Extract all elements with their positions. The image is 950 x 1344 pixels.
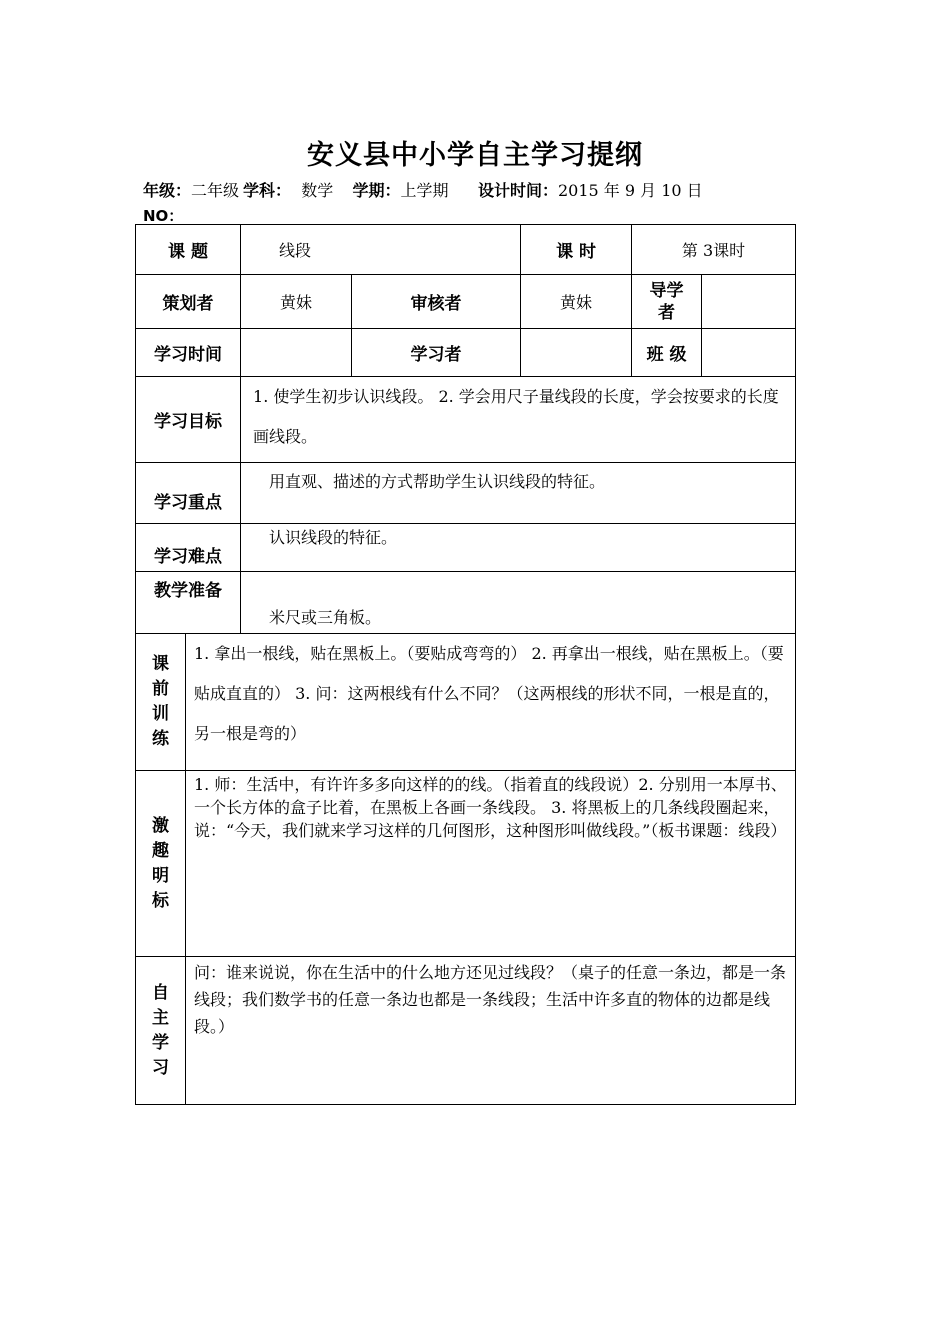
design-time-value: 2015 年 9 月 10 日 bbox=[557, 181, 703, 200]
prep-text: 米尺或三角板。 bbox=[241, 572, 796, 634]
reviewer-label: 审核者 bbox=[352, 275, 521, 329]
learner-label: 学习者 bbox=[352, 329, 521, 377]
topic-label: 课 题 bbox=[136, 225, 241, 275]
no-label: NO： bbox=[143, 207, 184, 225]
self-study-label: 自 主 学 习 bbox=[136, 957, 186, 1105]
class-value bbox=[702, 329, 796, 377]
learner-value bbox=[521, 329, 632, 377]
subject-label: 学科： bbox=[243, 181, 292, 200]
planner-value: 黄妹 bbox=[241, 275, 352, 329]
study-outline-table bbox=[135, 224, 796, 1105]
key-text: 用直观、描述的方式帮助学生认识线段的特征。 bbox=[241, 463, 796, 524]
prep-label: 教学准备 bbox=[136, 572, 241, 634]
term-label: 学期： bbox=[352, 181, 401, 200]
self-study-text: 问：谁来说说，你在生活中的什么地方还见过线段？（桌子的任意一条边，都是一条线段；我们数学书的任意一条边也都是一条线段；生活中许多直的物体的边都是线段。） bbox=[186, 957, 796, 1105]
grade-value: 二年级 bbox=[191, 181, 240, 200]
pre-training-label: 课 前 训 练 bbox=[136, 634, 186, 771]
design-time-label: 设计时间： bbox=[477, 181, 558, 200]
guide-label: 导学者 bbox=[632, 275, 702, 329]
class-label: 班 级 bbox=[632, 329, 702, 377]
pre-training-text: 1. 拿出一根线，贴在黑板上。（要贴成弯弯的） 2. 再拿出一根线，贴在黑板上。（要贴成直直的） 3. 问：这两根线有什么不同？（这两根线的形状不同，一根是直的，另一根是弯的） bbox=[186, 634, 796, 771]
lesson-label: 课 时 bbox=[521, 225, 632, 275]
interest-goal-label: 激 趣 明 标 bbox=[136, 771, 186, 957]
topic-value: 线段 bbox=[241, 225, 521, 275]
lesson-value: 第 3课时 bbox=[632, 225, 796, 275]
header-meta bbox=[143, 178, 843, 201]
difficulty-text: 认识线段的特征。 bbox=[241, 524, 796, 572]
planner-label: 策划者 bbox=[136, 275, 241, 329]
term-value: 上学期 bbox=[400, 181, 449, 200]
guide-value bbox=[702, 275, 796, 329]
subject-value: 数学 bbox=[301, 181, 334, 200]
page-title: 安义县中小学自主学习提纲 bbox=[307, 140, 643, 171]
interest-goal-text: 1. 师：生活中，有许许多多向这样的的线。（指着直的线段说）2. 分别用一本厚书、一个长方体的盒子比着，在黑板上各画一条线段。 3. 将黑板上的几条线段圈起来，说：“今天，我们就来学习这样的几何图形，这种图形叫做线段。”（板书课题：线段） bbox=[186, 771, 796, 957]
key-label: 学习重点 bbox=[136, 463, 241, 524]
reviewer-value: 黄妹 bbox=[521, 275, 632, 329]
goal-text: 1. 使学生初步认识线段。 2. 学会用尺子量线段的长度，学会按要求的长度画线段。 bbox=[241, 377, 796, 463]
difficulty-label: 学习难点 bbox=[136, 524, 241, 572]
goal-label: 学习目标 bbox=[136, 377, 241, 463]
study-time-value bbox=[241, 329, 352, 377]
study-time-label: 学习时间 bbox=[136, 329, 241, 377]
grade-label: 年级： bbox=[143, 181, 192, 200]
